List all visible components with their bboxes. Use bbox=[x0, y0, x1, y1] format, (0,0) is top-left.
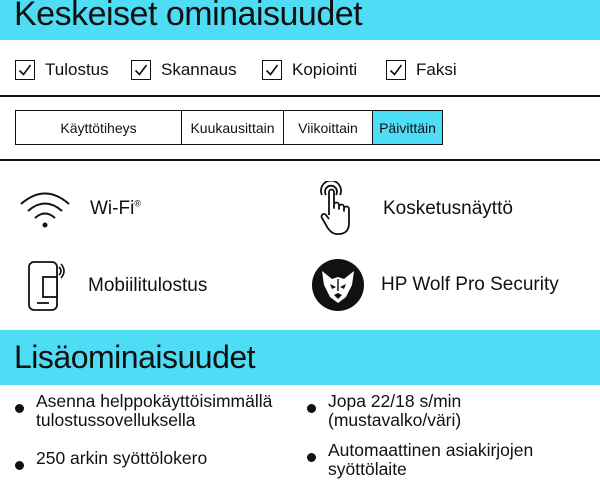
feature-print bbox=[15, 57, 109, 83]
feature-touchscreen bbox=[310, 181, 513, 237]
check-icon bbox=[15, 60, 35, 80]
feature-fax bbox=[386, 57, 457, 83]
tab-usage-frequency[interactable]: Käyttötiheys bbox=[16, 111, 182, 144]
tab-weekly[interactable]: Viikoittain bbox=[284, 111, 373, 144]
feature-wolf-security bbox=[310, 257, 559, 313]
feature-label: Skannaus bbox=[161, 60, 237, 79]
mobile-print-icon bbox=[17, 258, 73, 314]
bullet-text: Automaattinen asiakirjojen syöttölaite bbox=[328, 440, 534, 479]
tab-daily[interactable]: Päivittäin bbox=[373, 111, 442, 144]
check-icon bbox=[131, 60, 151, 80]
bullet-icon bbox=[15, 404, 24, 413]
feature-scan bbox=[131, 57, 237, 83]
additional-features-title: Lisäominaisuudet bbox=[14, 339, 256, 375]
usage-frequency-tabs bbox=[15, 110, 443, 145]
list-item bbox=[307, 441, 533, 479]
feature-wifi bbox=[17, 181, 141, 237]
tab-monthly[interactable]: Kuukausittain bbox=[182, 111, 284, 144]
wolf-icon bbox=[310, 257, 366, 313]
feature-label: Faksi bbox=[416, 60, 457, 79]
feature-mobile-print bbox=[17, 258, 207, 314]
bullet-text: Jopa 22/18 s/min (mustavalko/väri) bbox=[328, 391, 462, 430]
bullet-text: Asenna helppokäyttöisimmällä tulostussovelluksella bbox=[36, 391, 273, 430]
list-item bbox=[15, 449, 207, 470]
feature-label: Kopiointi bbox=[292, 60, 358, 79]
bullet-icon bbox=[15, 461, 24, 470]
list-item bbox=[307, 392, 461, 430]
check-icon bbox=[262, 60, 282, 80]
feature-label: Mobiilitulostus bbox=[88, 275, 208, 296]
bullet-text: 250 arkin syöttölokero bbox=[36, 448, 208, 468]
divider bbox=[0, 95, 600, 97]
additional-features-header bbox=[0, 330, 600, 385]
list-item bbox=[15, 392, 272, 430]
touch-icon bbox=[310, 181, 366, 237]
divider bbox=[0, 159, 600, 161]
wifi-icon bbox=[17, 181, 73, 237]
feature-checklist bbox=[0, 57, 600, 85]
feature-label: Tulostus bbox=[45, 60, 109, 79]
key-features-header bbox=[0, 0, 600, 40]
check-icon bbox=[386, 60, 406, 80]
bullet-icon bbox=[307, 404, 316, 413]
feature-label: HP Wolf Pro Security bbox=[381, 274, 559, 295]
feature-label: Kosketusnäyttö bbox=[383, 198, 513, 219]
registered-mark: ® bbox=[134, 198, 141, 209]
feature-label: Wi-Fi® bbox=[90, 198, 141, 219]
bullet-icon bbox=[307, 453, 316, 462]
feature-copy bbox=[262, 57, 357, 83]
key-features-title: Keskeiset ominaisuudet bbox=[14, 0, 363, 33]
